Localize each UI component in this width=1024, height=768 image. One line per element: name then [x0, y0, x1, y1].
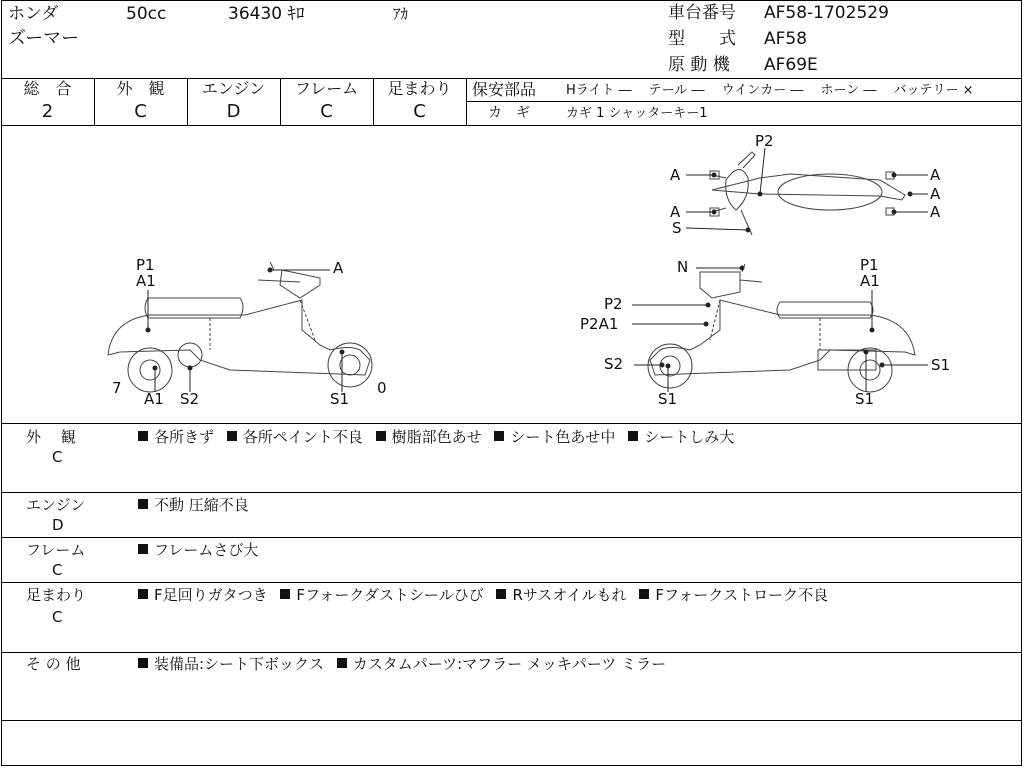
note-title: フレーム	[26, 541, 86, 559]
note-grade: C	[52, 608, 63, 626]
note-title: そ の 他	[26, 655, 81, 673]
note-items	[138, 588, 828, 603]
top-label-a: A	[670, 166, 681, 184]
note-item: シートしみ大	[644, 428, 735, 446]
left-label-a1: A1	[144, 390, 164, 408]
right-label-n: N	[677, 258, 689, 276]
note-item: シート色あせ中	[510, 428, 616, 446]
right-label-p2a1: P2A1	[580, 315, 619, 333]
divider	[466, 101, 1022, 102]
note-item: F足回りガタつき	[154, 586, 268, 604]
model-name: ズーマー	[8, 28, 80, 49]
grade-header-engine: エンジン	[201, 79, 266, 98]
note-title: 外 観	[26, 428, 76, 446]
right-label-s1: S1	[658, 390, 678, 408]
grade-overall: 2	[41, 101, 54, 122]
left-label-p1: P1	[136, 256, 155, 274]
engine-label: 原 動 機	[668, 55, 730, 75]
note-item: Rサスオイルもれ	[512, 586, 627, 604]
note-item: 各所ペイント不良	[242, 428, 363, 446]
right-label-s1: S1	[855, 390, 875, 408]
safety-items: Hライト ― テール ― ウインカー ― ホーン ― バッテリー ×	[566, 83, 974, 98]
divider	[1, 492, 1022, 493]
grade-header-suspension: 足まわり	[387, 79, 452, 98]
key-value: カギ 1 シャッターキー1	[566, 106, 708, 121]
left-label-a: A	[333, 259, 344, 277]
top-label-a: A	[670, 203, 681, 221]
right-label-s1: S1	[931, 356, 951, 374]
note-item: 装備品:シート下ボックス	[154, 655, 324, 673]
left-label-s2: S2	[180, 390, 200, 408]
type-label: 型 式	[668, 29, 736, 49]
note-items	[138, 430, 734, 445]
note-grade: D	[52, 516, 64, 534]
top-label-a: A	[930, 166, 941, 184]
grade-engine: D	[226, 101, 241, 122]
right-label-s2: S2	[604, 355, 624, 373]
engine: AF69E	[764, 55, 818, 75]
note-item: フレームさび大	[154, 541, 259, 559]
note-item: カスタムパーツ:マフラー メッキパーツ ミラー	[352, 655, 667, 673]
right-label-p1: P1	[860, 256, 879, 274]
note-item: Fフォークストローク不良	[655, 586, 829, 604]
note-items	[138, 498, 249, 513]
note-item: 樹脂部色あせ	[391, 428, 482, 446]
note-item: 不動 圧縮不良	[154, 496, 249, 514]
note-title: エンジン	[26, 496, 86, 514]
left-label-7: 7	[112, 379, 122, 397]
top-label-s: S	[672, 219, 682, 237]
grade-header-frame: フレーム	[294, 79, 359, 98]
top-label-a: A	[930, 203, 941, 221]
top-label-p2: P2	[755, 132, 774, 150]
divider	[1, 652, 1022, 653]
note-items	[138, 657, 666, 672]
left-label-a1: A1	[136, 272, 156, 290]
color: ｱｶ	[393, 5, 409, 23]
mileage: 36430 ｷﾛ	[228, 4, 305, 24]
frame-no-label: 車台番号	[668, 3, 736, 23]
safety-label: 保安部品	[472, 80, 537, 99]
note-title: 足まわり	[26, 586, 87, 604]
grade-header-exterior: 外 観	[116, 79, 165, 98]
top-label-a: A	[930, 185, 941, 203]
grade-suspension: C	[413, 101, 426, 122]
make: ホンダ	[8, 4, 59, 24]
right-label-a1: A1	[860, 272, 880, 290]
note-item: Fフォークダストシールひび	[296, 586, 484, 604]
note-grade: C	[52, 448, 63, 466]
note-items	[138, 543, 258, 558]
divider	[1, 537, 1022, 538]
type: AF58	[764, 29, 808, 49]
note-grade: C	[52, 561, 63, 579]
left-label-s1: S1	[330, 390, 350, 408]
right-label-p2: P2	[604, 295, 623, 313]
displacement: 50cc	[126, 4, 167, 24]
damage-diagram	[0, 124, 1024, 424]
grade-exterior: C	[134, 101, 147, 122]
left-label-0: 0	[377, 379, 387, 397]
note-item: 各所きず	[154, 428, 215, 446]
divider	[1, 720, 1022, 721]
top-view-scooter	[710, 152, 905, 235]
grade-frame: C	[320, 101, 333, 122]
key-label: カ ギ	[488, 105, 530, 121]
grade-header-overall: 総 合	[23, 79, 72, 98]
frame-no: AF58-1702529	[764, 3, 889, 23]
divider	[1, 582, 1022, 583]
